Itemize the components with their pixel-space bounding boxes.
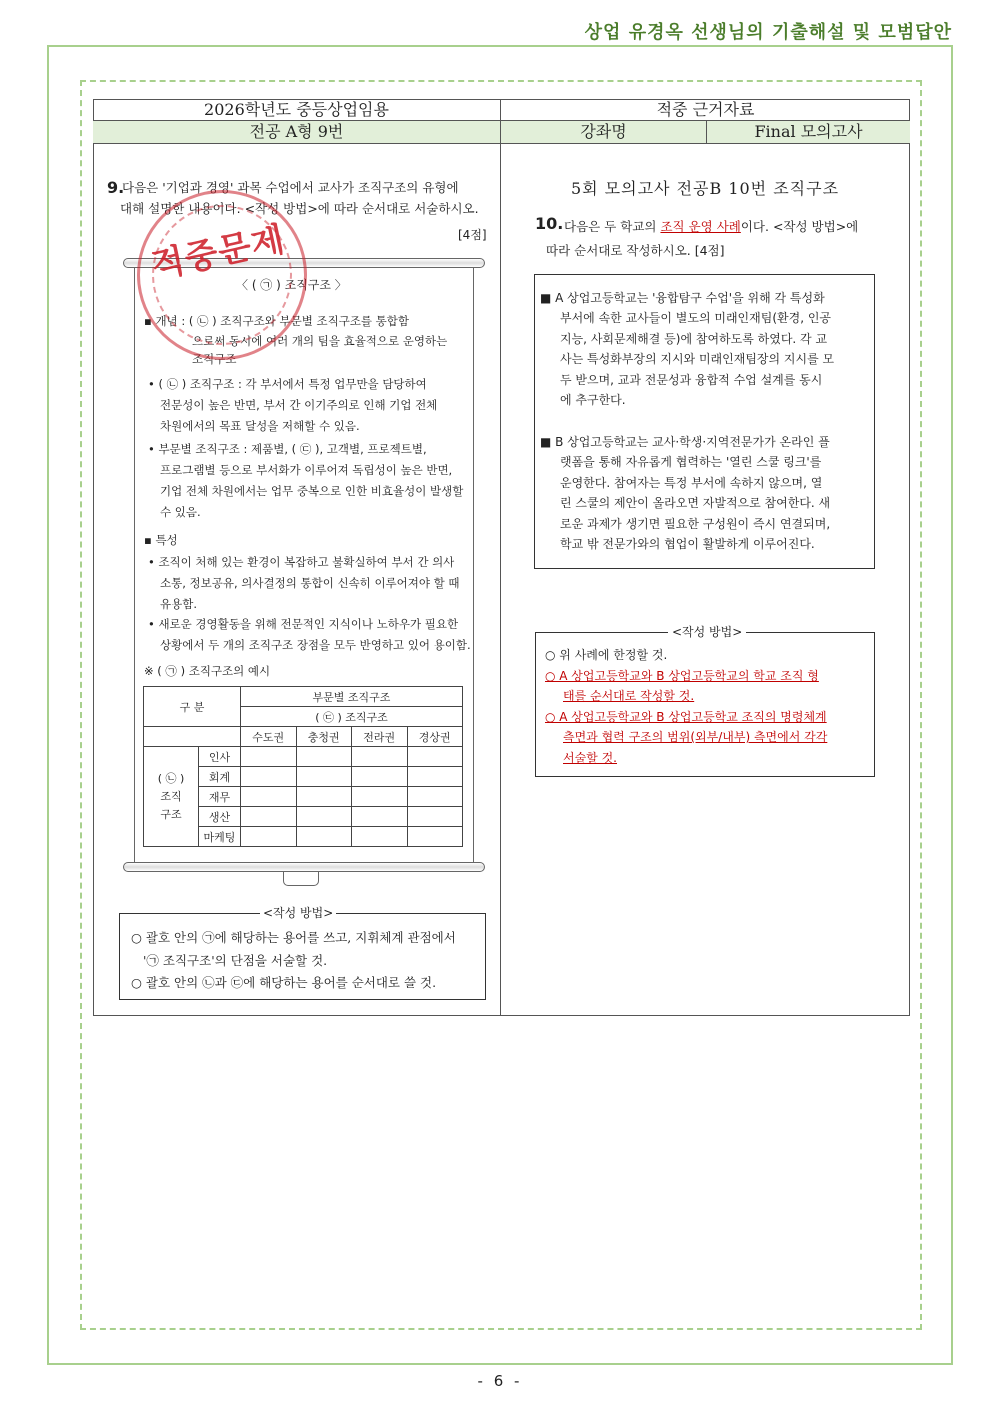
matrix-cell [352,827,408,847]
feature-line: 유용함. [160,597,197,611]
matrix-col-header: 충청권 [296,727,352,747]
matrix-row-header: 재무 [199,787,241,807]
matrix-cell [296,827,352,847]
right-method-line: 측면과 협력 구조의 범위(외부/내부) 측면에서 각각 [563,730,828,744]
matrix-cell [241,827,297,847]
question-points: [4점] [458,228,487,242]
matrix-cell [296,747,352,767]
left-method-line: ○ 괄호 안의 ㉡과 ㉢에 해당하는 용어를 순서대로 쓸 것. [131,975,437,990]
matrix-cell [241,787,297,807]
hit-stamp-label: 적중문제 [148,219,289,287]
feature-label: ▪ 특성 [144,533,178,547]
matrix-cell [296,767,352,787]
case-a-line: 에 추구한다. [560,393,626,407]
case-b-line: ■ B 상업고등학교는 교사·학생·지역전문가가 온라인 플 [540,435,830,449]
case-a-line: ■ A 상업고등학교는 '융합탐구 수업'을 위해 각 특성화 [540,291,825,305]
matrix-cell [241,747,297,767]
header-course-value: Final 모의고사 [707,121,910,144]
matrix-row-header: 인사 [199,747,241,767]
functional-line: • ( ㉡ ) 조직구조 : 각 부서에서 특정 업무만을 담당하여 [148,377,427,391]
question-line: 다음은 '기업과 경영' 과목 수업에서 교사가 조직구조의 유형에 [122,180,459,195]
matrix-cell [407,767,463,787]
scroll-bottom-rod [123,862,485,872]
matrix-corner: 구 분 [144,687,241,727]
example-matrix-table [143,686,463,847]
divisional-line: • 부문별 조직구조 : 제품별, ( ㉢ ), 고객별, 프로젝트별, [148,442,427,456]
functional-line: 전문성이 높은 반면, 부서 간 이기주의로 인해 기업 전체 [160,398,438,412]
question-highlight: 조직 운영 사례 [660,219,741,234]
evidence-question-line: 따라 순서대로 작성하시오. [4점] [546,243,725,258]
matrix-cell [352,747,408,767]
case-a-line: 부서에 속한 교사들이 별도의 미래인재팀(환경, 인공 [560,311,832,325]
matrix-sub-header: ( ㉢ ) 조직구조 [241,707,463,727]
case-a-line: 두 받으며, 교과 전문성과 융합적 수업 설계를 동시 [560,373,823,387]
left-method-title: <작성 방법> [260,904,336,921]
question-line: 대해 설명한 내용이다. <작성 방법>에 따라 순서대로 서술하시오. [120,201,479,216]
feature-line: • 조직이 처해 있는 환경이 복잡하고 불확실하여 부서 간 의사 [148,555,455,569]
matrix-cell [407,787,463,807]
matrix-cell [407,747,463,767]
matrix-blank [144,727,241,747]
case-a-line: 지능, 사회문제해결 등)에 참여하도록 하였다. 각 교 [560,332,828,346]
right-method-line: 서술할 것. [563,751,617,765]
matrix-row-header: 회계 [199,767,241,787]
matrix-cell [352,807,408,827]
matrix-row-header: 마케팅 [199,827,241,847]
case-b-line: 린 스쿨의 제안이 올라오면 자발적으로 참여한다. 새 [560,496,831,510]
right-method-line: ○ 위 사례에 한정할 것. [545,648,668,662]
divisional-line: 기업 전체 차원에서는 업무 중복으로 인한 비효율성이 발생할 [160,484,464,498]
page-number: - 6 - [477,1372,523,1390]
evidence-question-line [546,215,891,239]
left-method-line: ○ 괄호 안의 ㉠에 해당하는 용어를 쓰고, 지휘체계 관점에서 [131,930,456,945]
evidence-title: 5회 모의고사 전공B 10번 조직구조 [570,179,840,198]
case-b-line: 로운 과제가 생기면 필요한 구성원이 즉시 연결되며, [560,517,831,531]
header-exam-type: 전공 A형 9번 [93,121,501,144]
matrix-cell [296,807,352,827]
concept-line: 으로써 동시에 여러 개의 팀을 효율적으로 운영하는 [192,334,448,348]
divisional-line: 수 있음. [160,505,201,519]
document-header-title: 상업 유경옥 선생님의 기출해설 및 모범답안 [584,22,952,43]
matrix-row-header: 생산 [199,807,241,827]
right-method-line: 태를 순서대로 작성할 것. [563,689,695,703]
feature-line: • 새로운 경영활동을 위해 전문적인 지식이나 노하우가 필요한 [148,617,459,631]
left-method-line: '㉠ 조직구조'의 단점을 서술할 것. [143,953,328,968]
matrix-cell [241,807,297,827]
column-divider [500,144,501,1016]
divisional-line: 프로그램별 등으로 부서화가 이루어져 독립성이 높은 반면, [160,463,453,477]
header-course-label: 강좌명 [501,121,707,144]
right-method-title: <작성 방법> [668,623,746,640]
feature-line: 소통, 정보공유, 의사결정의 통합이 신속히 이루어져야 할 때 [160,576,460,590]
scroll-handle [283,872,319,886]
scroll-title: 〈 ( ㉠ ) 조직구조 〉 [236,278,347,292]
matrix-col-header: 경상권 [407,727,463,747]
matrix-row-group: ( ㉡ ) 조직 구조 [144,747,199,847]
question-part: 이다. <작성 방법>에 [740,219,859,234]
matrix-cell [241,767,297,787]
header-evidence: 적중 근거자료 [501,99,910,121]
feature-line: 상황에서 두 개의 조직구조 장점을 모두 반영하고 있어 용이함. [160,638,471,652]
header-exam-year: 2026학년도 중등상업임용 [93,99,501,121]
concept-line: 조직구조 [192,352,237,366]
matrix-cell [352,767,408,787]
case-b-line: 랫폼을 통해 자유롭게 협력하는 '열린 스쿨 링크'를 [560,455,822,469]
case-a-line: 사는 특성화부장의 지시와 미래인재팀장의 지시를 모 [560,352,835,366]
question-number: 9. [107,178,125,197]
case-b-line: 운영한다. 참여자는 특정 부서에 속하지 않으며, 열 [560,476,823,490]
matrix-cell [352,787,408,807]
functional-line: 차원에서의 목표 달성을 저해할 수 있음. [160,419,360,433]
question-part: 다음은 두 학교의 [564,219,661,234]
matrix-col-header: 전라권 [352,727,408,747]
concept-label: ▪ 개념 : ( ㉡ ) 조직구조와 부문별 조직구조를 통합함 [144,314,410,328]
evidence-question-number: 10. [535,214,564,233]
case-b-line: 학교 밖 전문가와의 협업이 활발하게 이루어진다. [560,537,815,551]
evidence-question-text [546,215,891,263]
right-method-line: ○ A 상업고등학교와 B 상업고등학교의 학교 조직 형 [545,669,819,683]
right-method-line: ○ A 상업고등학교와 B 상업고등학교 조직의 명령체계 [545,710,827,724]
matrix-cell [296,787,352,807]
matrix-cell [407,827,463,847]
matrix-col-header: 수도권 [241,727,297,747]
matrix-group-header: 부문별 조직구조 [241,687,463,707]
example-label: ※ ( ㉠ ) 조직구조의 예시 [144,664,271,678]
matrix-cell [407,807,463,827]
